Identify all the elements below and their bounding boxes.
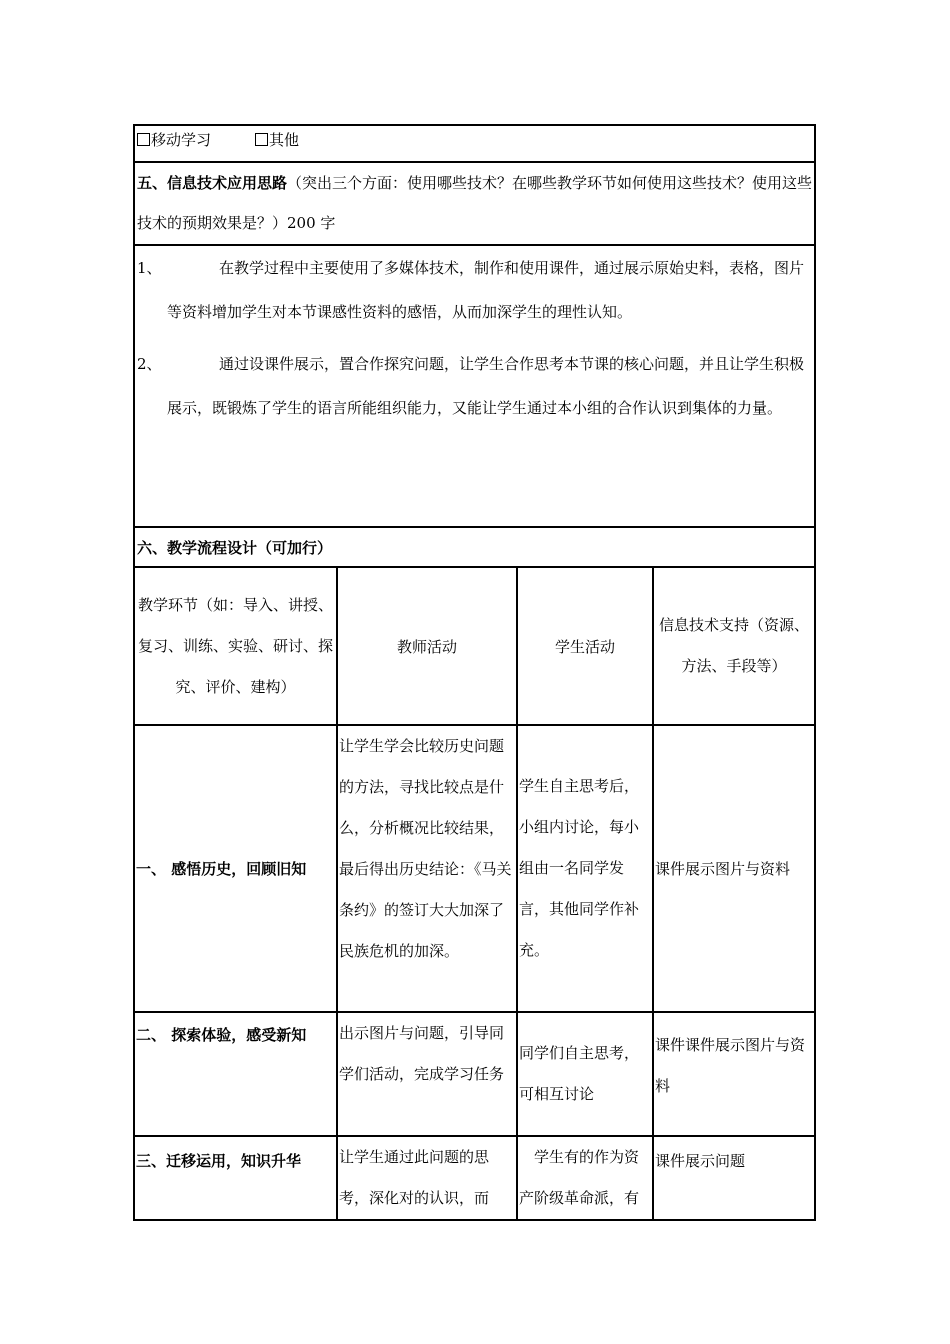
- it-cell: 课件展示图片与资料: [653, 725, 815, 1012]
- header-teacher: 教师活动: [337, 567, 517, 725]
- section6-heading: [134, 527, 815, 567]
- item-text: 在教学过程中主要使用了多媒体技术，制作和使用课件，通过展示原始史料，表格，图片等资料增加学生对本节课感性资料的感悟，从而加深学生的理性认知。: [167, 259, 805, 321]
- student-cell: 学生自主思考后，小组内讨论，每小组由一名同学发言，其他同学作补充。: [517, 725, 653, 1012]
- lesson-plan-table: [133, 124, 816, 1221]
- section5-heading: [134, 162, 815, 245]
- item-number: 2、: [137, 355, 162, 373]
- section6-title: 六、教学流程设计（可加行）: [137, 538, 333, 557]
- it-cell: 课件课件展示图片与资料: [653, 1012, 815, 1136]
- teacher-cell: 出示图片与问题，引导同学们活动，完成学习任务: [337, 1012, 517, 1136]
- section5-item-1: [137, 246, 812, 334]
- student-cell: 同学们自主思考，可相互讨论: [517, 1012, 653, 1136]
- item-text: 通过设课件展示，置合作探究问题，让学生合作思考本节课的核心问题，并且让学生积极展示，既锻炼了学生的语言所能组织能力，又能让学生通过本小组的合作认识到集体的力量。: [167, 355, 805, 417]
- header-stage: 教学环节（如：导入、讲授、复习、训练、实验、研讨、探究、评价、建构）: [134, 567, 337, 725]
- it-cell: 课件展示问题: [653, 1136, 815, 1220]
- stage-cell: 三、迁移运用，知识升华: [134, 1136, 337, 1220]
- header-student: 学生活动: [517, 567, 653, 725]
- section5-content: [134, 245, 815, 527]
- teacher-cell: 让学生通过此问题的思考，深化对的认识，而: [337, 1136, 517, 1220]
- stage-cell: 二、 探索体验，感受新知: [134, 1012, 337, 1136]
- options-row: [134, 125, 815, 162]
- teacher-cell: 让学生学会比较历史问题的方法，寻找比较点是什么，分析概况比较结果，最后得出历史结论：《马关条约》的签订大大加深了民族危机的加深。: [337, 725, 517, 1012]
- other-checkbox[interactable]: [255, 133, 268, 146]
- section5-item-2: [137, 342, 812, 430]
- item-number: 1、: [137, 259, 162, 277]
- header-it: 信息技术支持（资源、方法、手段等）: [653, 567, 815, 725]
- stage-cell: 一、 感悟历史，回顾旧知: [134, 725, 337, 1012]
- section5-note: （突出三个方面：使用哪些技术？在哪些教学环节如何使用这些技术？使用这些技术的预期效果是？）200 字: [137, 174, 813, 232]
- document-page: [133, 124, 814, 1221]
- student-cell: 学生有的作为资产阶级革命派，有: [517, 1136, 653, 1220]
- section5-title: 五、信息技术应用思路: [137, 174, 288, 192]
- mobile-learning-label: 移动学习: [151, 131, 212, 149]
- other-label: 其他: [269, 131, 300, 149]
- mobile-learning-checkbox[interactable]: [137, 133, 150, 146]
